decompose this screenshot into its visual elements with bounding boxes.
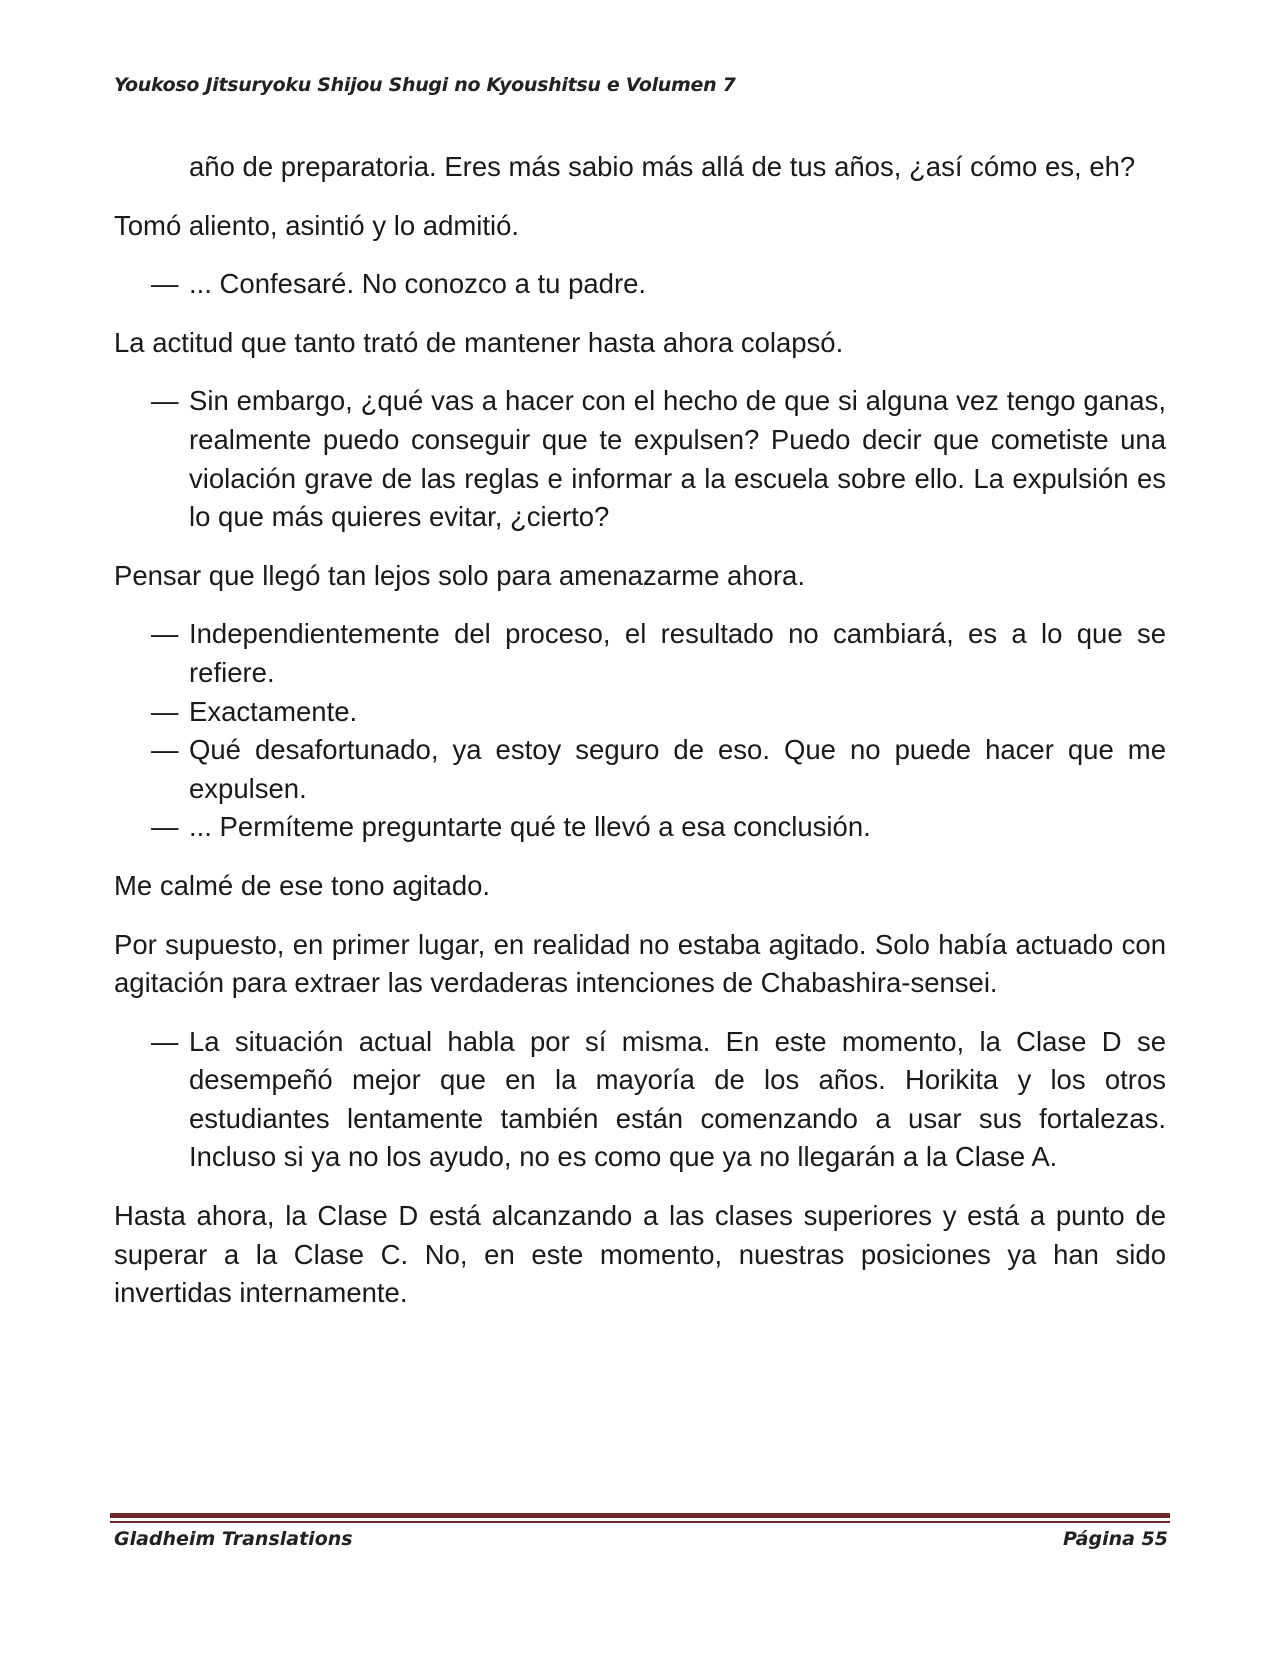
dialogue-text: Exactamente. bbox=[189, 695, 358, 727]
dialogue-text: La situación actual habla por sí misma. En este momento, la Clase D se desempeñó mejor que en la mayoría de los años. Horikita y los otros estudiantes lentamente también están comenzando a usar sus fortalezas. Incluso si ya no los ayudo, no es como que ya no llegarán a la Clase A. bbox=[189, 1025, 1166, 1173]
dialogue-line bbox=[114, 1023, 1166, 1177]
dialogue-group bbox=[114, 382, 1166, 536]
page-number: Página 55 bbox=[1062, 1528, 1168, 1550]
dialogue-text: Sin embargo, ¿qué vas a hacer con el hecho de que si alguna vez tengo ganas, realmente puedo conseguir que te expulsen? Puedo decir que cometiste una violación grave de las reglas e informar a la escuela sobre ello. La expulsión es lo que más quieres evitar, ¿cierto? bbox=[189, 385, 1166, 533]
dialogue-text: ... Permíteme preguntarte qué te llevó a esa conclusión. bbox=[189, 811, 871, 843]
footer-credit: Gladheim Translations bbox=[114, 1528, 353, 1550]
dialogue-dash: — bbox=[151, 734, 179, 766]
dialogue-dash: — bbox=[151, 268, 179, 300]
dialogue-dash: — bbox=[151, 385, 179, 417]
paragraph: Tomó aliento, asintió y lo admitió. bbox=[114, 209, 520, 241]
footer-rule bbox=[110, 1513, 1170, 1518]
dialogue-line bbox=[114, 615, 1166, 692]
paragraph: Pensar que llegó tan lejos solo para amenazarme ahora. bbox=[114, 559, 805, 591]
dialogue-dash: — bbox=[151, 811, 179, 843]
dialogue-line bbox=[114, 265, 1166, 304]
dialogue-line bbox=[114, 808, 1166, 847]
dialogue-line bbox=[114, 693, 1166, 732]
dialogue-line bbox=[114, 731, 1166, 808]
dialogue-dash: — bbox=[151, 695, 179, 727]
paragraph: Hasta ahora, la Clase D está alcanzando a las clases superiores y está a punto de superar a la Clase C. No, en este momento, nuestras posiciones ya han sido invertidas internamente. bbox=[114, 1200, 1166, 1309]
dialogue-group bbox=[114, 1023, 1166, 1177]
dialogue-group bbox=[114, 265, 1166, 304]
paragraph: La actitud que tanto trató de mantener hasta ahora colapsó. bbox=[114, 326, 844, 358]
dialogue-text: ... Confesaré. No conozco a tu padre. bbox=[189, 268, 647, 300]
dialogue-text: Qué desafortunado, ya estoy seguro de eso. Que no puede hacer que me expulsen. bbox=[189, 734, 1166, 804]
paragraph: Por supuesto, en primer lugar, en realidad no estaba agitado. Solo había actuado con agitación para extraer las verdaderas intenciones de Chabashira-sensei. bbox=[114, 928, 1166, 999]
paragraph: año de preparatoria. Eres más sabio más allá de tus años, ¿así cómo es, eh? bbox=[189, 151, 1136, 182]
dialogue-group bbox=[114, 615, 1166, 847]
dialogue-line bbox=[114, 382, 1166, 536]
paragraph: Me calmé de ese tono agitado. bbox=[114, 869, 491, 901]
footer-rule bbox=[110, 1521, 1170, 1523]
dialogue-text: Independientemente del proceso, el resultado no cambiará, es a lo que se refiere. bbox=[189, 618, 1166, 688]
page-body bbox=[114, 148, 1166, 1333]
running-header: Youkoso Jitsuryoku Shijou Shugi no Kyoushitsu e Volumen 7 bbox=[114, 74, 736, 96]
dialogue-dash: — bbox=[151, 618, 179, 650]
dialogue-dash: — bbox=[151, 1025, 179, 1057]
